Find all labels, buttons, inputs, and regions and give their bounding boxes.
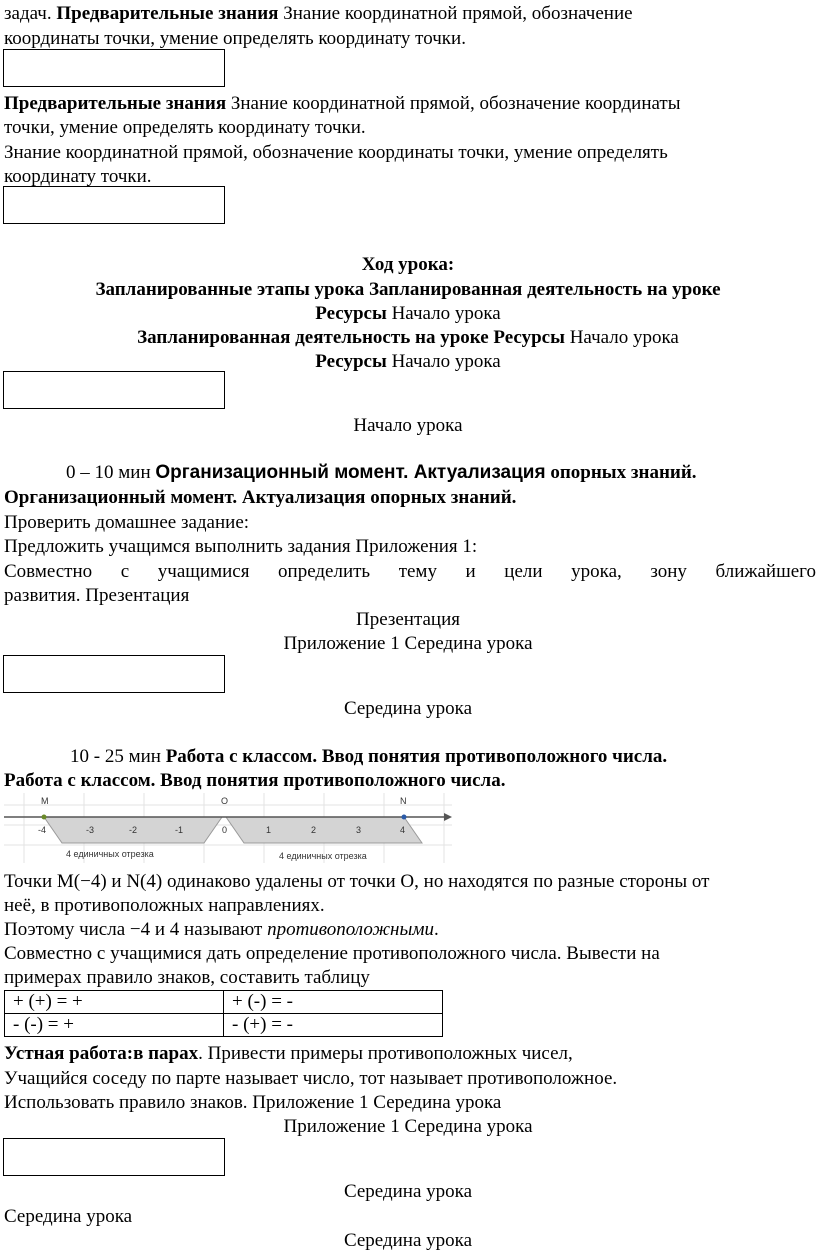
segment-left-label: 4 единичных отрезка: [66, 849, 154, 859]
text: Запланированная деятельность на уроке Ресурсы: [137, 327, 565, 348]
text: Знание координатной прямой, обозначение: [278, 3, 633, 24]
text: Начало урока: [564, 327, 679, 348]
stage2-p5: примерах правило знаков, составить таблицу: [4, 967, 370, 988]
text: Ресурсы: [315, 351, 387, 372]
oral-work: [4, 1042, 573, 1066]
text: задач.: [4, 3, 57, 24]
number-line-figure: [4, 793, 452, 863]
stage1-p4: развития. Презентация: [4, 585, 190, 606]
tail-3: Середина урока: [343, 1230, 473, 1251]
text: Поэтому числа −4 и 4 называют: [4, 919, 268, 940]
empty-box: [3, 655, 225, 693]
stage2-p1: Точки M(−4) и N(4) одинаково удалены от точки O, но находятся по разные стороны от: [4, 871, 710, 892]
point-m: [42, 815, 47, 820]
text: Начало урока: [386, 303, 501, 324]
text: Ресурсы: [315, 303, 387, 324]
table-row: [5, 991, 443, 1014]
stage2-p7: Использовать правило знаков. Приложение 1 Середина урока: [4, 1092, 502, 1113]
text: Знание координатной прямой, обозначение координаты: [226, 93, 681, 114]
term-opposite: противоположными: [267, 919, 434, 940]
text: . Привести примеры противоположных чисел,: [198, 1043, 573, 1064]
stage2-p2: неё, в противоположных направлениях.: [4, 895, 325, 916]
prior-knowledge-heading: Предварительные знания: [56, 3, 279, 24]
sign-rules-table: [4, 990, 443, 1037]
table-cell: - (+) = -: [224, 1014, 443, 1037]
tail-1: Середина урока: [343, 1181, 473, 1202]
text: .: [433, 919, 439, 940]
prior-knowledge-heading: Предварительные знания: [4, 93, 227, 114]
stage1-p3: Совместно с учащимися определить тему и цели урока, зону ближайшего: [4, 561, 816, 582]
stage2-p6: Учащийся соседу по парте называет число, тот называет противоположное.: [4, 1068, 618, 1089]
segment-right-shape: [226, 817, 422, 843]
empty-box: [3, 49, 225, 87]
point-label: M: [41, 796, 49, 806]
stage2-res: Приложение 1 Середина урока: [283, 1116, 533, 1137]
point-n: [402, 815, 407, 820]
course-line-2: Запланированные этапы урока Запланированная деятельность на уроке: [95, 279, 721, 300]
stage1-heading: [66, 461, 697, 485]
text: Начало урока: [386, 351, 501, 372]
text: Актуализация: [413, 462, 546, 483]
stage2-heading: [70, 745, 667, 769]
tick-label: 3: [356, 825, 362, 835]
prior-line-4: координату точки.: [4, 166, 152, 187]
stage1-p2: Предложить учащимся выполнить задания Приложения 1:: [4, 536, 478, 557]
course-line-4: [0, 326, 816, 350]
tick-label: 1: [266, 825, 272, 835]
table-cell: + (+) = +: [5, 991, 224, 1014]
tick-label: 0: [222, 825, 228, 835]
tick-label: 4: [400, 825, 406, 835]
text: опорных знаний.: [545, 462, 697, 483]
text: Работа с классом. Ввод понятия противоположного числа.: [165, 746, 668, 767]
point-label: N: [400, 796, 407, 806]
tick-label: -4: [38, 825, 47, 835]
tick-label: -2: [129, 825, 138, 835]
course-title: Ход урока:: [361, 254, 455, 275]
stage1-res2: Приложение 1 Середина урока: [283, 633, 533, 654]
empty-box: [3, 371, 225, 409]
axis-arrow: [444, 813, 452, 821]
empty-box: [3, 1138, 225, 1176]
mid-label: Середина урока: [343, 698, 473, 719]
stage-time: 10 - 25 мин: [70, 746, 161, 767]
tick-label: 2: [311, 825, 317, 835]
stage1-res1: Презентация: [355, 609, 461, 630]
tick-label: -3: [86, 825, 95, 835]
stage1-p1: Проверить домашнее задание:: [4, 512, 250, 533]
point-label: O: [221, 796, 229, 806]
stage-time: 0 – 10 мин: [66, 462, 151, 483]
stage2-title-repeat: Работа с классом. Ввод понятия противоположного числа.: [4, 770, 506, 791]
tail-2: Середина урока: [4, 1206, 133, 1227]
table-row: [5, 1014, 443, 1037]
header-line-1: [4, 2, 633, 26]
table-cell: + (-) = -: [224, 991, 443, 1014]
stage1-title-repeat: Организационный момент. Актуализация опорных знаний.: [4, 487, 517, 508]
oral-work-heading: Устная работа:в парах: [4, 1043, 199, 1064]
prior-line-3: Знание координатной прямой, обозначение координаты точки, умение определять: [4, 142, 668, 163]
stage2-p3: [4, 918, 439, 942]
prior-line-1: [4, 92, 681, 116]
start-label: Начало урока: [353, 415, 463, 436]
stage2-p4: Совместно с учащимися дать определение противоположного числа. Вывести на: [4, 943, 660, 964]
text: Организационный момент.: [155, 462, 414, 483]
header-line-2: координаты точки, умение определять координату точки.: [4, 28, 466, 49]
prior-line-2: точки, умение определять координату точки.: [4, 117, 366, 138]
empty-box: [3, 186, 225, 224]
table-cell: - (-) = +: [5, 1014, 224, 1037]
segment-right-label: 4 единичных отрезка: [279, 851, 367, 861]
tick-label: -1: [175, 825, 184, 835]
course-line-3: [0, 302, 816, 326]
